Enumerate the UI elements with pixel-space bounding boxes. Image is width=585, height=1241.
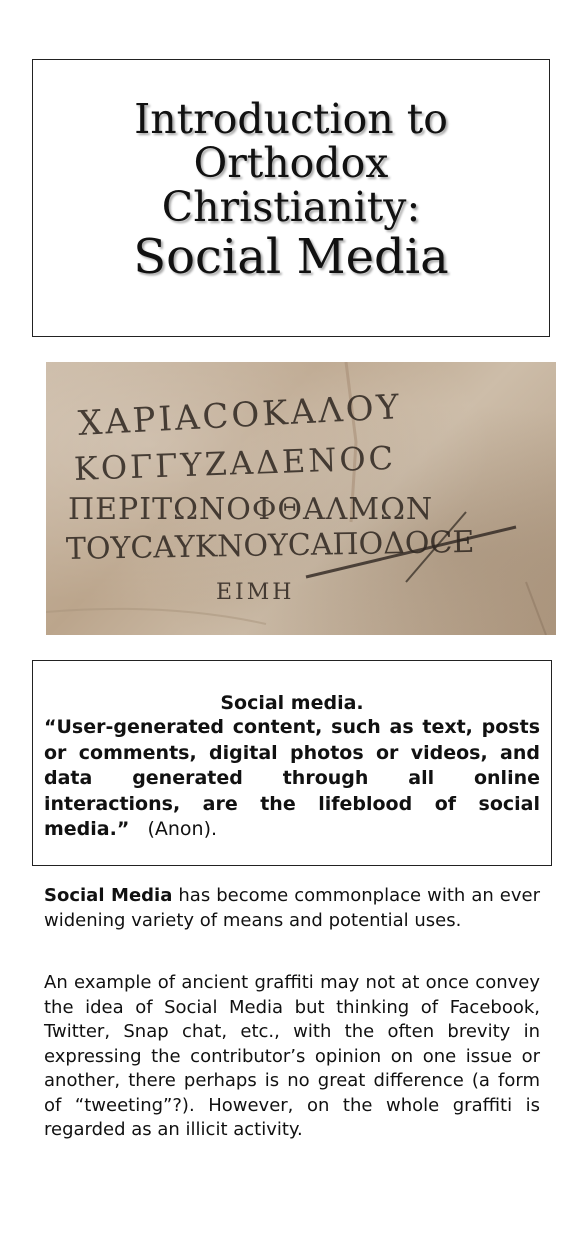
graffiti-line-4: ΤΟΥCΑΥΚΝΟΥCΑΠΟΔΟCΕ (65, 524, 475, 567)
paragraph-2: An example of ancient graffiti may not at once convey the idea of Social Media but thinking of Facebook, Twitter, Snap chat, etc., with the often brevity in expressing the contributor’s opinion on one issue or another, there perhaps is no great difference (a form of “tweeting”?). However, on the whole graffiti is regarded as an illicit activity. (44, 972, 540, 1140)
paragraph-1-rest: has become commonplace with an ever widening variety of means and potential uses. (44, 885, 540, 931)
title-line-1: Introduction to (134, 95, 448, 143)
graffiti-line-2: ΚΟΓΓΥΖΑΔΕΝΟC (73, 438, 397, 488)
title-line-3: Christianity: (161, 183, 421, 231)
ancient-graffiti-photo (46, 362, 556, 635)
paragraph-1 (44, 884, 540, 933)
quote-body (44, 715, 540, 843)
title-main: Social Media (133, 229, 449, 285)
title-line-2: Orthodox (193, 139, 389, 187)
quote-heading: Social media. (220, 692, 364, 714)
graffiti-line-5: ΕΙΜΗ (216, 580, 295, 605)
graffiti-line-1: ΧΑΡΙΑCΟΚΑΛΟΥ (76, 387, 403, 444)
title-box (32, 59, 550, 337)
quote-box (32, 660, 552, 866)
quote-attribution: (Anon). (147, 818, 218, 840)
graffiti-line-3: ΠΕΡΙΤΩΝΟΦΘΑΛΜΩΝ (68, 492, 434, 527)
paragraph-1-lead: Social Media (44, 885, 173, 906)
quote-text: “User-generated content, such as text, posts or comments, digital photos or videos, and data generated through all online interactions, are the lifeblood of social media.” (44, 716, 540, 840)
